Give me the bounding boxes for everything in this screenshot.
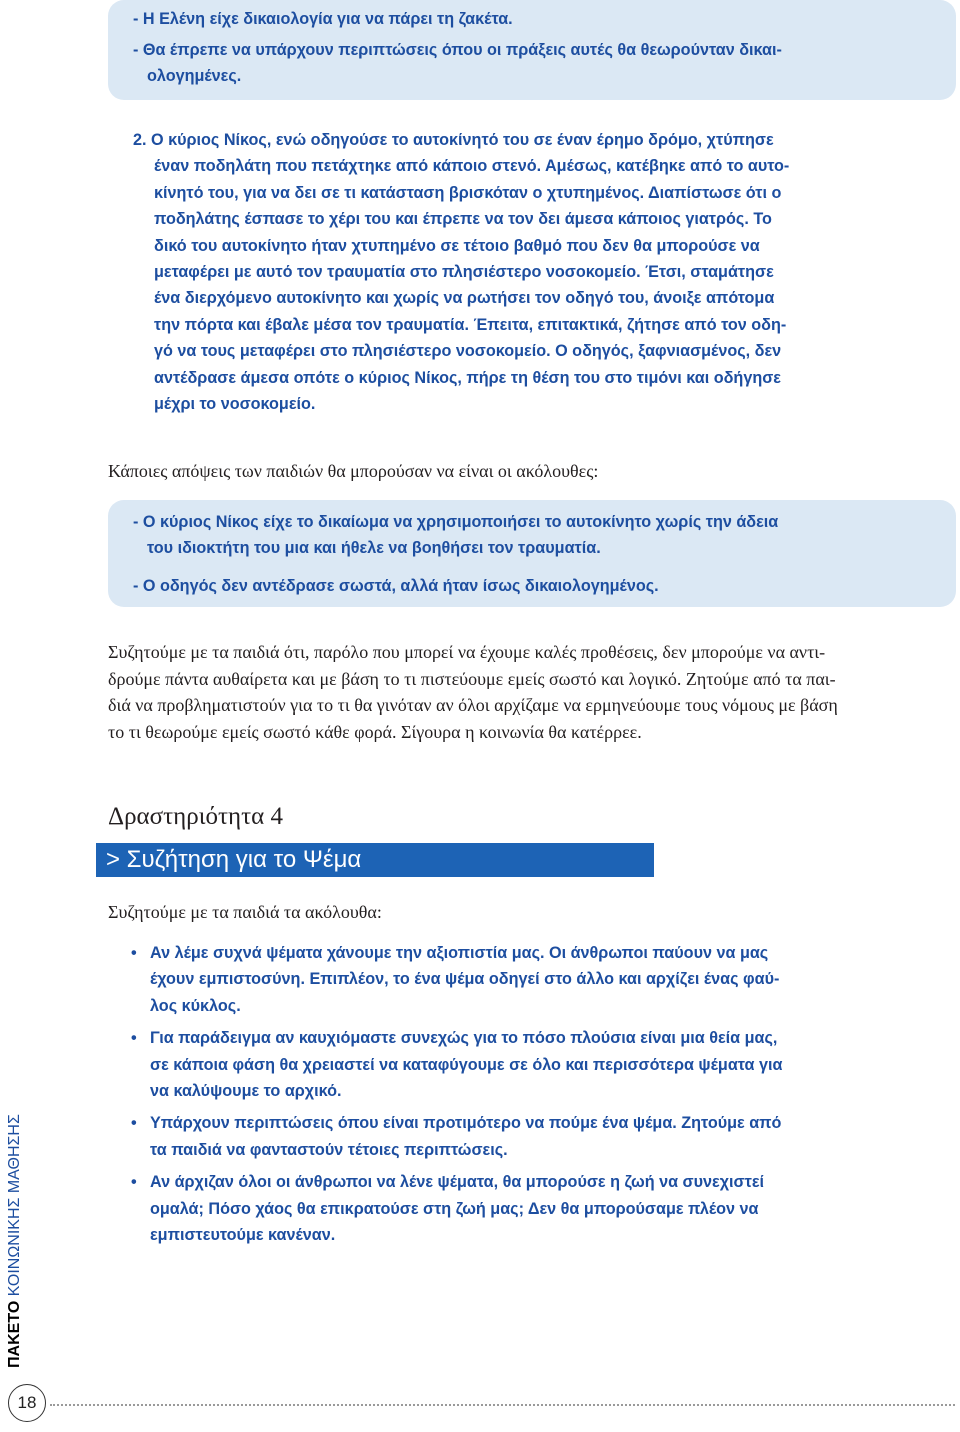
story-line: 2. Ο κύριος Νίκος, ενώ οδηγούσε το αυτοκίνητό του σε έναν έρημο δρόμο, χτύπησε: [133, 131, 774, 149]
opinion-line-1: - Ο κύριος Νίκος είχε το δικαίωμα να χρησιμοποιήσει το αυτοκίνητο χωρίς την άδεια: [133, 513, 779, 531]
top-box-line-3: ολογημένες.: [147, 67, 242, 85]
bullet-line: τα παιδιά να φανταστούν τέτοιες περιπτώσεις.: [150, 1140, 508, 1159]
bullet-line: Υπάρχουν περιπτώσεις όπου είναι προτιμότερο να πούμε ένα ψέμα. Ζητούμε από: [150, 1114, 782, 1133]
side-series-label: [5, 1114, 25, 1368]
story-paragraph: [133, 127, 933, 417]
section-heading: > Συζήτηση για το Ψέμα: [96, 843, 654, 877]
story-line: ένα διερχόμενο αυτοκίνητο και χωρίς να ρωτήσει τον οδηγό του, άνοιξε απότομα: [154, 289, 775, 308]
story-line: δικό του αυτοκίνητο ήταν χτυπημένο σε τέτοιο βαθμό που δεν θα μπορούσε να: [154, 236, 760, 255]
bullet-icon: •: [131, 1114, 137, 1133]
story-line: κίνητό του, για να δει σε τι κατάσταση βρισκόταν ο χτυπημένος. Διαπίστωσε ότι ο: [154, 183, 782, 202]
bullet-line: εμπιστευτούμε κανέναν.: [150, 1226, 336, 1245]
list-item: [127, 1169, 927, 1248]
discussion-line: δρούμε πάντα αυθαίρετα και με βάση το τι πιστεύουμε εμείς σωστό και λογικό. Ζητούμε από τα παι-: [108, 668, 836, 689]
side-label-bold: ΠΑΚΕΤΟ: [6, 1300, 23, 1368]
opinions-intro: Κάποιες απόψεις των παιδιών θα μπορούσαν να είναι οι ακόλουθες:: [108, 461, 599, 481]
discussion-line: διά να προβληματιστούν για το τι θα γινόταν αν όλοι αρχίζαμε να ερμηνεύουμε τους νόμους με βάση: [108, 695, 838, 715]
bullet-line: σε κάποια φάση θα χρειαστεί να καταφύγουμε σε όλο και περισσότερα ψέματα για: [150, 1055, 783, 1074]
story-line: την πόρτα και έβαλε μέσα τον τραυματία. Έπειτα, επιτακτικά, ζήτησε από τον οδη-: [154, 315, 787, 334]
page-number: 18: [8, 1384, 46, 1422]
list-item: [127, 1025, 927, 1104]
discussion-bullets: [127, 940, 927, 1254]
bullet-line: λος κύκλος.: [150, 996, 241, 1015]
bullet-line: ομαλά; Πόσο χάος θα επικρατούσε στη ζωή μας; Δεν θα μπορούσαμε πλέον να: [150, 1199, 759, 1218]
bullet-icon: •: [131, 944, 137, 962]
discussion-line: Συζητούμε με τα παιδιά ότι, παρόλο που μπορεί να έχουμε καλές προθέσεις, δεν μπορούμε να αντι-: [108, 642, 826, 662]
discussion-line: το τι θεωρούμε εμείς σωστό κάθε φορά. Σίγουρα η κοινωνία θα κατέρρεε.: [108, 721, 642, 742]
activity-title: Δραστηριότητα 4: [108, 803, 283, 830]
story-line: έναν ποδηλάτη που πετάχτηκε από κάποιο στενό. Αμέσως, κατέβηκε από το αυτο-: [154, 157, 790, 176]
bullet-icon: •: [131, 1029, 137, 1048]
bullet-line: Αν λέμε συχνά ψέματα χάνουμε την αξιοπιστία μας. Οι άνθρωποι παύουν να μας: [150, 944, 769, 962]
opinion-line-2: του ιδιοκτήτη του μια και ήθελε να βοηθήσει τον τραυματία.: [147, 539, 601, 557]
bullet-icon: •: [131, 1173, 137, 1192]
bullet-line: Αν άρχιζαν όλοι οι άνθρωποι να λένε ψέματα, θα μπορούσε η ζωή να συνεχιστεί: [150, 1173, 765, 1192]
story-line: ποδηλάτης έσπασε το χέρι του και έπρεπε να τον δει άμεσα κάποιος γιατρός. Το: [154, 210, 772, 229]
bullet-line: Για παράδειγμα αν καυχιόμαστε συνεχώς για το πόσο πλούσια είναι μια θεία μας,: [150, 1029, 778, 1048]
story-line: μέχρι το νοσοκομείο.: [154, 395, 316, 414]
story-line: γό να τους μεταφέρει στο πλησιέστερο νοσοκομείο. Ο οδηγός, ξαφνιασμένος, δεν: [154, 342, 782, 361]
story-line: αντέδρασε άμεσα οπότε ο κύριος Νίκος, πήρε τη θέση του στο τιμόνι και οδήγησε: [154, 368, 781, 387]
list-item: [127, 940, 927, 1019]
bullet-line: να καλύψουμε το αρχικό.: [150, 1082, 342, 1101]
story-line: μεταφέρει με αυτό τον τραυματία στο πλησιέστερο νοσοκομείο. Έτσι, σταμάτησε: [154, 263, 774, 282]
footer-dotted-rule: [50, 1404, 955, 1406]
top-box-line-2: - Θα έπρεπε να υπάρχουν περιπτώσεις όπου οι πράξεις αυτές θα θεωρούνταν δικαι-: [133, 41, 782, 59]
bullet-line: έχουν εμπιστοσύνη. Επιπλέον, το ένα ψέμα οδηγεί στο άλλο και αρχίζει ένας φαύ-: [150, 970, 780, 989]
discussion-paragraph: [108, 639, 958, 745]
side-label-rest: ΚΟΙΝΩΝΙΚΗΣ ΜΑΘΗΣΗΣ: [6, 1114, 23, 1301]
activity-intro: Συζητούμε με τα παιδιά τα ακόλουθα:: [108, 902, 382, 922]
opinion-line-3: - Ο οδηγός δεν αντέδρασε σωστά, αλλά ήταν ίσως δικαιολογημένος.: [133, 577, 659, 595]
top-box-line-1: - Η Ελένη είχε δικαιολογία για να πάρει τη ζακέτα.: [133, 10, 513, 28]
list-item: [127, 1110, 927, 1163]
